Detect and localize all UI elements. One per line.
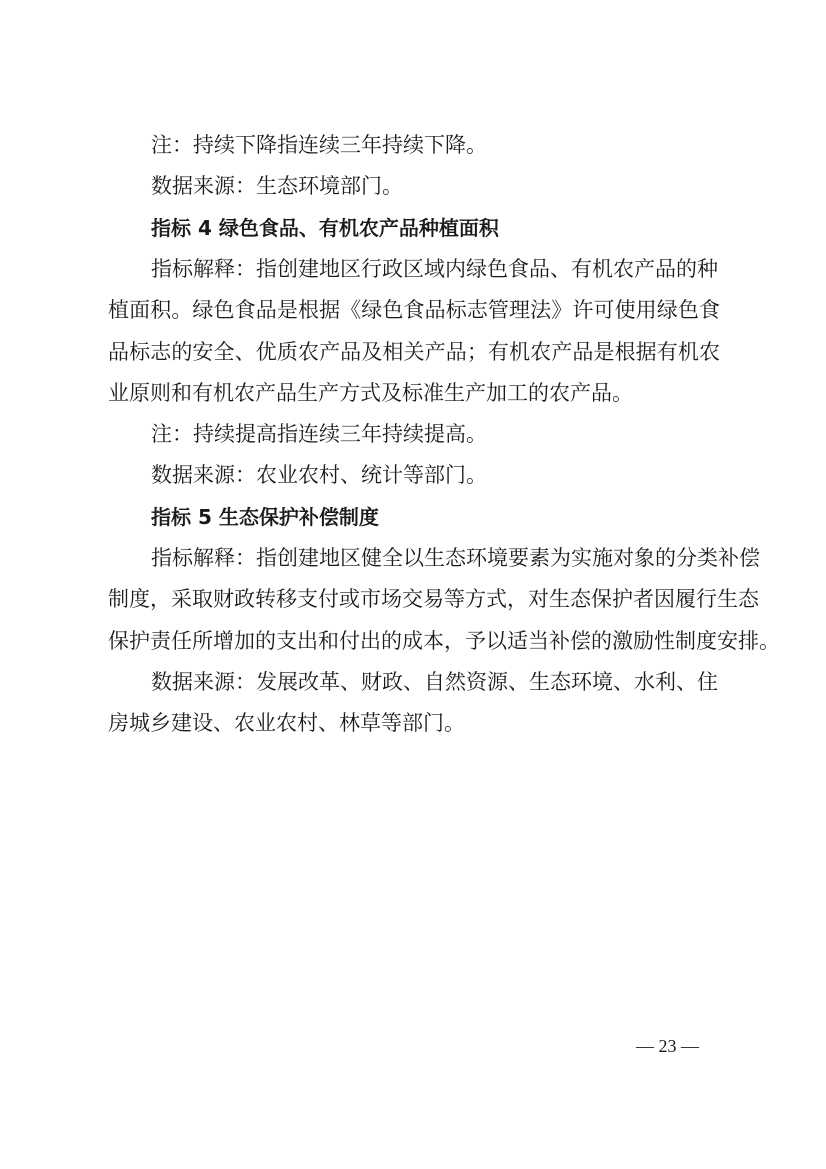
page-number: — 23 — — [636, 1036, 699, 1056]
indicator-4-explanation-line: 植面积。绿色食品是根据《绿色食品标志管理法》许可使用绿色食 — [108, 298, 720, 322]
indicator-5-explanation-line: 指标解释：指创建地区健全以生态环境要素为实施对象的分类补偿 — [151, 546, 760, 570]
data-source-line: 数据来源：生态环境部门。 — [151, 174, 403, 198]
indicator-4-heading: 指标 4 绿色食品、有机农产品种植面积 — [151, 216, 499, 240]
indicator-4-explanation-line: 指标解释：指创建地区行政区域内绿色食品、有机农产品的种 — [151, 257, 718, 281]
data-source-line: 数据来源：发展改革、财政、自然资源、生态环境、水利、住 — [151, 670, 718, 694]
data-source-line: 数据来源：农业农村、统计等部门。 — [151, 463, 487, 487]
indicator-4-explanation-line: 业原则和有机农产品生产方式及标准生产加工的农产品。 — [108, 381, 633, 405]
indicator-5-explanation-line: 制度，采取财政转移支付或市场交易等方式，对生态保护者因履行生态 — [108, 587, 759, 611]
indicator-5-explanation-line: 保护责任所增加的支出和付出的成本，予以适当补偿的激励性制度安排。 — [108, 629, 780, 653]
indicator-4-explanation-line: 品标志的安全、优质农产品及相关产品；有机农产品是根据有机农 — [108, 340, 720, 364]
note-line: 注：持续下降指连续三年持续下降。 — [151, 133, 487, 157]
data-source-line: 房城乡建设、农业农村、林草等部门。 — [108, 711, 465, 735]
indicator-5-heading: 指标 5 生态保护补偿制度 — [151, 505, 379, 529]
note-line: 注：持续提高指连续三年持续提高。 — [151, 422, 487, 446]
